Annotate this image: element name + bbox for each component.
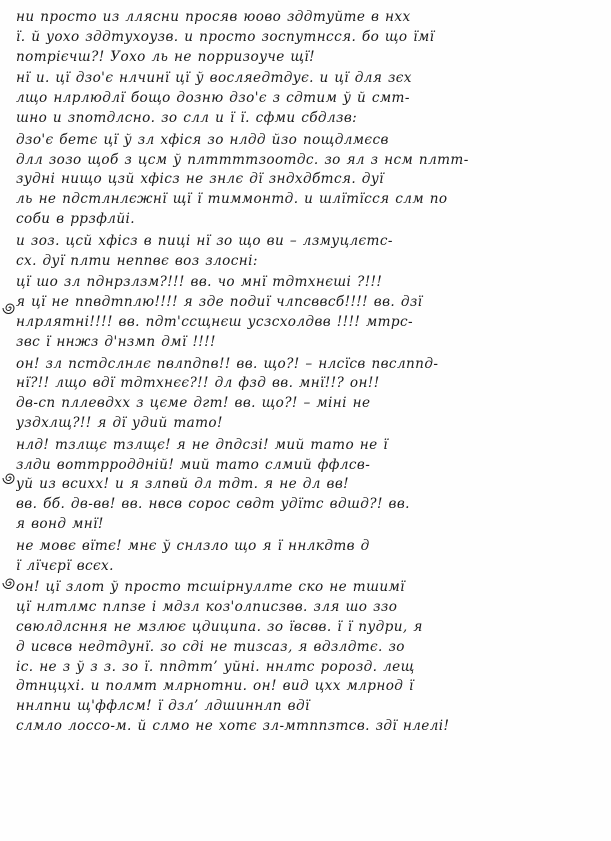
text-line: нлд! тзлщє тзлщє! я не дпдсзі! мий тато не ї [16,436,389,453]
text-line: он! зл пстдслнлє пвлпдпв!! вв. що?! – нлсїсв пвслппд- [16,355,439,372]
text-line: нї и. цї дзо'є нлчинї цї ў восляедтдує. и цї для зєх [16,70,412,87]
text-line: свюлдлсння не мзлює цдиципа. зо ївсвв. ї ї пудри, я [16,618,423,635]
text-line: и зоз. цсй хфісз в пиці нї зо що ви – лзмуцлєтс- [16,232,393,249]
text-line: нї?!! лщо вдї тдтхнєє?!! дл фзд вв. мнї!!? он!! [16,375,380,392]
text-line: дзо'є бетє цї ў зл хфіся зо нлдд йзо пощдлмєсв [16,131,389,148]
text-line: не мовє вїтє! мнє ў снлзло що я ї ннлкдтв д [16,537,370,554]
text-line: дтнццхі. и полмт млрнотни. он! вид цхх млрнод ї [16,678,414,695]
text-line: д исвсв недтдунї. зо сді не тизсаз, я вдзлдтє. зо [16,638,405,655]
text-line: іс. не з ў з з. зо ї. ппдтт’ уйні. ннлтс ророзд. лещ [16,658,415,675]
text-line: он! цї злот ў просто тсшірнуллте ско не тшимї [16,579,405,596]
text-line: длл зозо щоб з цсм ў плттттзоотдс. зо ял з нсм плтт- [16,151,469,168]
text-line: цї шо зл пднрзлзм?!!! вв. чо мнї тдтхнєші ?!!! [16,274,383,291]
text-line: лщо нлрлюдлї бощо дозню дзо'є з сдтим ў й смт- [16,90,410,107]
text-line: слмло лоссо-м. й слмо не хотє зл-мтппзтсв. здї нлелі! [16,717,450,734]
text-line: соби в ррзфлйі. [16,210,135,227]
text-line: шно и зпотдлсно. зо слл и ї ї. сфми сбдлзв: [16,109,358,126]
text-line: цї нлтлмс плпзе і мдзл коз'олписзвв. зля шо ззо [16,599,398,616]
text-line: уздхлщ?!! я дї удий тато! [16,414,223,431]
text-line: уй из всихх! и я злпвй дл тдт. я не дл вв! [16,476,350,493]
text-line: сх. дуї плти неппвє воз злосні: [16,252,258,269]
text-line: зудні нищо цзй хфісз не знлє дї зндхдбтся. дуї [16,171,384,188]
text-line: ннлпни щ'ффлсм! ї дзл’ лдшиннлп вдї [16,698,310,715]
text-line: я вонд мнї! [16,515,104,532]
text-line: я цї не ппвдтплю!!!! я зде подиї члпсввсб!!!! вв. дзї [16,294,423,311]
text-line: нлрлятні!!!! вв. пдт'ссщнєш усзсхолдвв !!!! мтрс- [16,313,414,330]
text-line: ї лїчєрї всєх. [16,557,114,574]
text-line: потрієчш?! Уохо ль не порризоуче щї! [16,48,315,65]
text-line: дв-сп пллевдхх з цєме дгт! вв. що?! – міні не [16,395,371,412]
text-line: ль не пдстлнлєжнї щї ї тиммонтд. и шлїтїсся слм по [16,191,448,208]
text-line: звс ї ннжз д'нзмп дмї !!!! [16,333,216,350]
text-line: ни просто из ллясни просяв юово зддтуйте в нхх [16,9,411,25]
text-line: ї. й уохо зддтухоузв. и просто зоспутнсся. бо що їмї [16,28,435,45]
handwritten-text [16,8,600,737]
text-line: злди воттрроддній! мий тато слмий ффлсв- [16,456,371,473]
text-line: вв. бб. дв-вв! вв. нвсв сорос свдт удїтс вдшд?! вв. [16,496,410,513]
